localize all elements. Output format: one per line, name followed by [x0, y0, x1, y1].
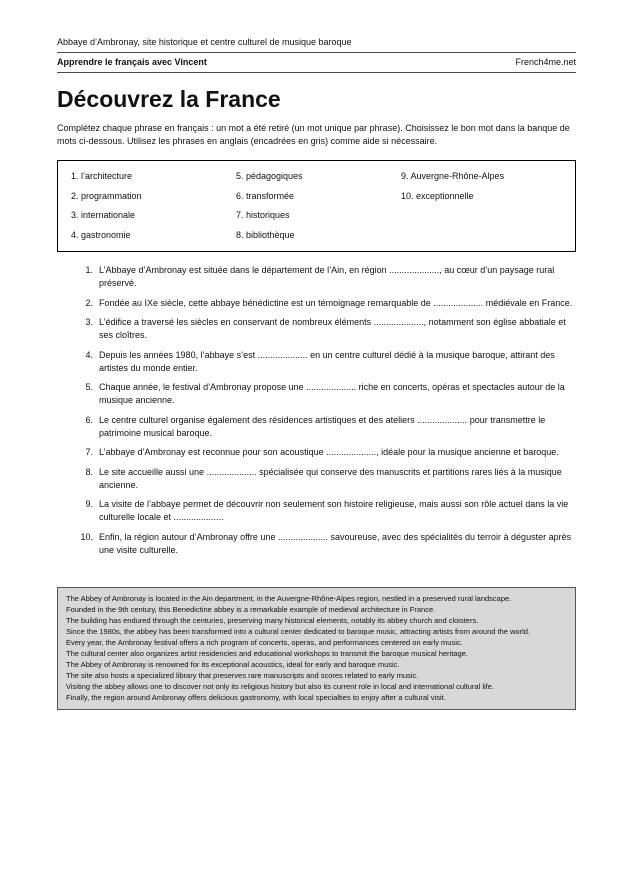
page-title: Découvrez la France — [57, 86, 281, 112]
translation-line: Finally, the region around Ambronay offers delicious gastronomy, with local specialties to enjoy after a cultural visit. — [66, 692, 446, 702]
exercise-item — [57, 414, 576, 440]
exercise-item-number: 2. — [85, 297, 93, 308]
translation-line: Visiting the abbey allows one to discover not only its religious history but also its current role in local and international cultural life. — [66, 681, 495, 691]
exercise-item-number: 8. — [85, 466, 93, 477]
instructions-text: Complétez chaque phrase en français : un mot a été retiré (un mot unique par phrase). Choisissez le bon mot dans la banque de mots ci-dessous. Utilisez les phrases en anglais (encadrées en gris) comme aide si nécessaire. — [57, 123, 570, 146]
exercise-item — [57, 297, 576, 310]
exercise-item-number: 9. — [85, 499, 93, 510]
exercise-item-text: Depuis les années 1980, l’abbaye s’est .................... en un centre culturel dédié à la musique baroque, attirant des artistes du monde entier. — [99, 349, 555, 373]
exercise-item — [57, 349, 576, 375]
translation-line: The building has endured through the centuries, preserving many historical elements, notably its abbey church and cloisters. — [66, 615, 479, 625]
exercise-item-number: 5. — [85, 382, 93, 393]
word-bank-item: 4. gastronomie — [71, 229, 131, 240]
exercise-item-number: 4. — [85, 349, 93, 360]
word-bank-item: 1. l’architecture — [71, 171, 133, 182]
exercise-item — [57, 466, 576, 492]
translation-line: Every year, the Ambronay festival offers a rich program of concerts, operas, and performances centered on early music. — [66, 637, 463, 647]
exercise-item-text: La visite de l’abbaye permet de découvrir non seulement son histoire religieuse, mais aussi son rôle actuel dans la vie culturelle locale et .................... — [99, 499, 569, 523]
word-bank-item: 8. bibliothèque — [236, 229, 295, 240]
exercise-item — [57, 498, 576, 524]
translation-line: Founded in the 9th century, this Benedictine abbey is a remarkable example of medieval architecture in France. — [66, 604, 436, 614]
exercise-item-text: Fondée au IXe siècle, cette abbaye bénédictine est un témoignage remarquable de .................... médiévale en France. — [99, 297, 573, 308]
exercise-item-number: 10. — [80, 531, 93, 542]
word-bank-item: 10. exceptionnelle — [401, 190, 474, 201]
word-bank-column-1 — [71, 167, 236, 245]
exercise-item-number: 6. — [85, 414, 93, 425]
exercise-item — [57, 264, 576, 290]
exercise-item-text: Le site accueille aussi une .................... spécialisée qui conserve des manuscrits et partitions rares liés à la musique ancienne. — [99, 466, 562, 490]
header-bar — [57, 53, 576, 72]
translation-line: The site also hosts a specialized library that preserves rare manuscripts and scores related to early music. — [66, 670, 419, 680]
word-bank-box — [57, 160, 576, 252]
exercise-item — [57, 446, 576, 459]
exercise-item — [57, 316, 576, 342]
exercise-item-text: Enfin, la région autour d’Ambronay offre une .................... savoureuse, avec des spécialités du terroir à déguster après une visite culturelle. — [99, 531, 572, 555]
exercise-item-text: L’Abbaye d’Ambronay est située dans le département de l’Ain, en région ...................., au cœur d’un paysage rural préservé. — [99, 265, 555, 289]
exercise-item-number: 3. — [85, 317, 93, 328]
word-bank-column-3 — [401, 167, 562, 245]
exercise-item-text: L’abbaye d’Ambronay est reconnue pour son acoustique ...................., idéale pour la musique ancienne et baroque. — [99, 447, 559, 458]
english-translation-box — [57, 587, 576, 710]
word-bank-item: 7. historiques — [236, 210, 290, 221]
exercise-list — [57, 264, 576, 557]
word-bank-item: 5. pédagogiques — [236, 171, 303, 182]
word-bank-item: 9. Auvergne-Rhône-Alpes — [401, 171, 505, 182]
exercise-item-text: Le centre culturel organise également des résidences artistiques et des ateliers .................... pour transmettre le patrimoine musical baroque. — [99, 414, 546, 438]
brand-title: Apprendre le français avec Vincent — [57, 57, 207, 67]
word-bank-item: 6. transformée — [236, 190, 295, 201]
header-divider-bottom — [57, 72, 576, 73]
word-bank-column-2 — [236, 167, 401, 245]
translation-line: The cultural center also organizes artist residencies and educational workshops to transmit the baroque musical heritage. — [66, 648, 468, 658]
exercise-item-number: 1. — [85, 265, 93, 276]
word-bank-item: 2. programmation — [71, 190, 142, 201]
exercise-item-number: 7. — [85, 447, 93, 458]
exercise-item-text: Chaque année, le festival d’Ambronay propose une .................... riche en concerts, opéras et spectacles autour de la musique ancienne. — [99, 382, 565, 406]
translation-line: The Abbey of Ambronay is located in the Ain department, in the Auvergne-Rhône-Alpes region, nestled in a preserved rural landscape. — [66, 593, 512, 603]
translation-line: Since the 1980s, the abbey has been transformed into a cultural center dedicated to baroque music, attracting artists from around the world. — [66, 626, 531, 636]
word-bank-item: 3. internationale — [71, 210, 136, 221]
website-text: French4me.net — [515, 57, 576, 67]
document-subject-line: Abbaye d’Ambronay, site historique et centre culturel de musique baroque — [57, 37, 352, 47]
exercise-item-text: L’édifice a traversé les siècles en conservant de nombreux éléments ...................., notamment son église abbatiale et ses cloîtres. — [99, 317, 566, 341]
exercise-item — [57, 381, 576, 407]
exercise-item — [57, 531, 576, 557]
translation-line: The Abbey of Ambronay is renowned for its exceptional acoustics, ideal for early and baroque music. — [66, 659, 400, 669]
